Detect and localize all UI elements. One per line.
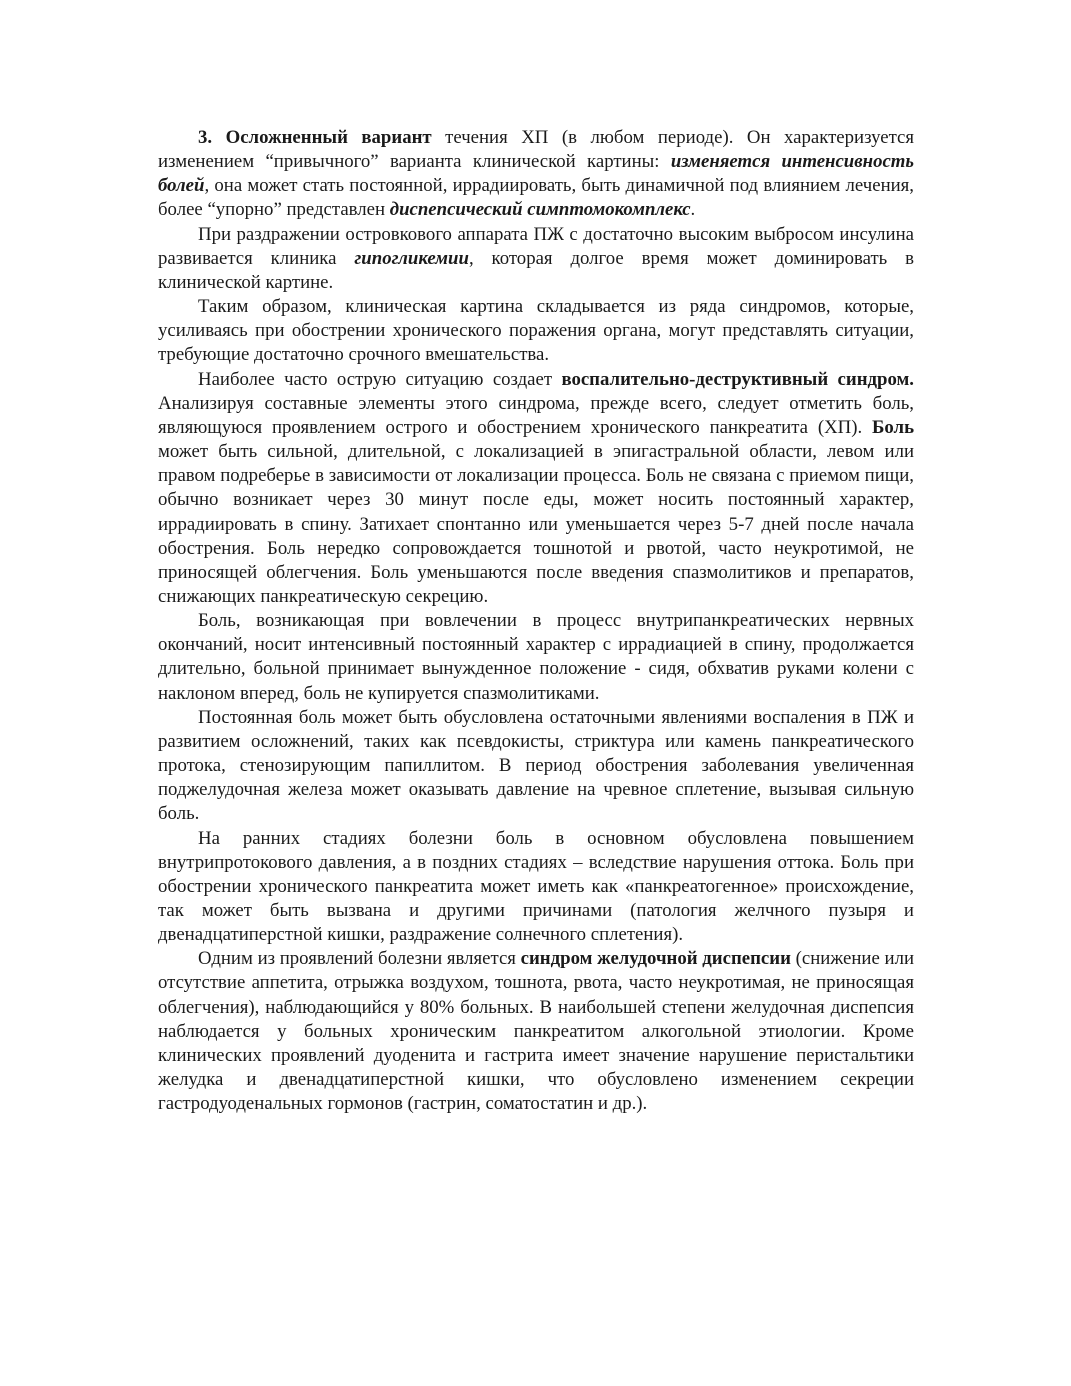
text-run: На ранних стадиях болезни боль в основном обусловлена повышением внутрипротокового давления, а в поздних стадиях – вследствие нарушения оттока. Боль при обострении хронического панкреатита может иметь как «панкреатогенное» происхождение, так может быть вызвана и другими причинами (патология желчного пузыря и двенадцатиперстной кишки, раздражение солнечного сплетения). — [158, 827, 914, 946]
text-run: Таким образом, клиническая картина складывается из ряда синдромов, которые, усиливаясь при обострении хронического поражения органа, могут представлять ситуации, требующие достаточно срочного вмешательства. — [158, 296, 914, 366]
text-run: Боль, возникающая при вовлечении в процесс внутрипанкреатических нервных окончаний, носит интенсивный постоянный характер с иррадиацией в спину, продолжается длительно, больной принимает вынужденное положение - сидя, обхватив руками колени с наклоном вперед, боль не купируется спазмолитиками. — [158, 610, 914, 704]
emphasis-inflammatory-syndrome: воспалительно-деструктивный синдром. — [561, 368, 914, 390]
text-run: течения ХП (в любом периоде). Он характеризуется изменением “привычного” варианта клинической картины: — [158, 127, 914, 173]
paragraph-inflammatory-syndrome — [158, 368, 914, 610]
paragraph-nerve-pain — [158, 609, 914, 706]
text-run: . — [690, 199, 696, 221]
text-run: Анализируя составные элементы этого синдрома, прежде всего, следует отметить боль, являющуюся проявлением острого и обострением хронического панкреатита (ХП). — [158, 392, 914, 438]
text-run: , которая долгое время может доминировать в клинической картине. — [158, 247, 914, 293]
text-run: Одним из проявлений болезни является — [198, 948, 521, 970]
text-run: , она может стать постоянной, иррадиировать, быть динамичной под влиянием лечения, более “упорно” представлен — [158, 175, 914, 221]
emphasis-dyspeptic-complex: диспепсический симптомокомплекс — [389, 199, 691, 221]
emphasis-gastric-dyspepsia: синдром желудочной диспепсии — [520, 948, 791, 970]
text-run: Постоянная боль может быть обусловлена остаточными явлениями воспаления в ПЖ и развитием осложнений, таких как псевдокисты, стриктура или камень панкреатического протока, стенозирующим папиллитом. В период обострения заболевания увеличенная поджелудочная железа может оказывать давление на чревное сплетение, вызывая сильную боль. — [158, 706, 914, 825]
paragraph-hypoglycemia — [158, 223, 914, 295]
paragraph-early-stages — [158, 827, 914, 948]
variant-heading: 3. Осложненный вариант — [198, 127, 432, 148]
text-run: Наиболее часто острую ситуацию создает — [198, 368, 562, 390]
text-run: может быть сильной, длительной, с локализацией в эпигастральной области, левом или правом подреберье в зависимости от локализации процесса. Боль не связана с приемом пищи, обычно возникает через 30 минут после еды, может носить постоянный характер, иррадиировать в спину. Затихает спонтанно или уменьшается через 5-7 дней после начала обострения. Боль нередко сопровождается тошнотой и рвотой, часто неукротимой, не приносящей облегчения. Боль уменьшаются после введения спазмолитиков и препаратов, снижающих панкреатическую секрецию. — [158, 441, 914, 607]
paragraph-complicated-variant — [158, 126, 914, 223]
emphasis-pain-intensity: изменяется интенсивность болей — [158, 151, 914, 197]
paragraph-constant-pain — [158, 706, 914, 827]
paragraph-syndromes — [158, 295, 914, 367]
paragraph-gastric-dyspepsia — [158, 947, 914, 1116]
emphasis-pain: Боль — [871, 416, 914, 438]
text-run: (снижение или отсутствие аппетита, отрыжка воздухом, тошнота, рвота, часто неукротимая, не приносящая облегчения), наблюдающийся у 80% больных. В наибольшей степени желудочная диспепсия наблюдается у больных хроническим панкреатитом алкогольной этиологии. Кроме клинических проявлений дуоденита и гастрита имеет значение нарушение перистальтики желудка и двенадцатиперстной кишки, что обусловлено изменением секреции гастродуоденальных гормонов (гастрин, соматостатин и др.). — [158, 948, 914, 1115]
emphasis-hypoglycemia: гипогликемии — [354, 247, 469, 269]
document-page — [158, 126, 914, 1116]
text-run: При раздражении островкового аппарата ПЖ с достаточно высоким выбросом инсулина развивается клиника — [158, 223, 914, 269]
